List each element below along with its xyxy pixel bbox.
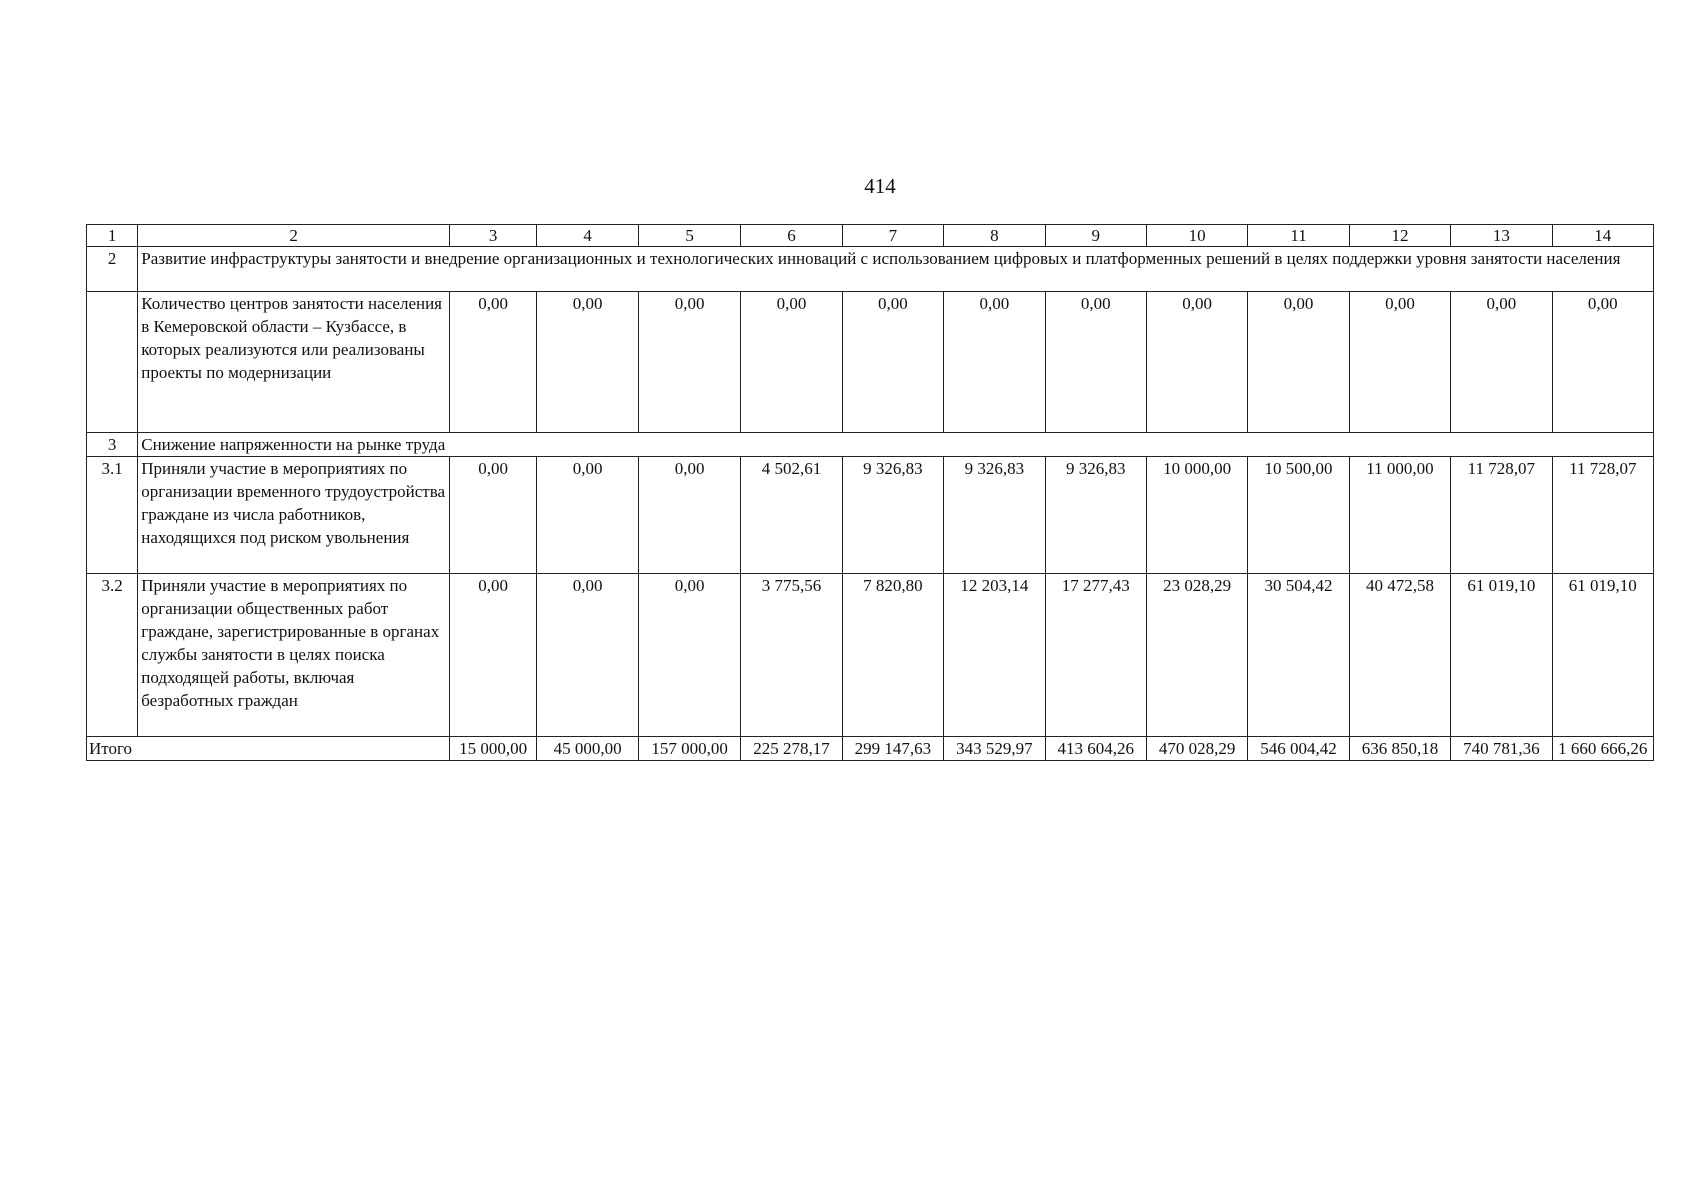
- value-cell: 12 203,14: [944, 574, 1045, 737]
- value-cell: 0,00: [638, 574, 740, 737]
- header-cell: 7: [842, 225, 943, 247]
- value-cell: 0,00: [638, 292, 740, 433]
- total-cell: 225 278,17: [741, 737, 842, 761]
- header-cell: 13: [1451, 225, 1552, 247]
- total-cell: 299 147,63: [842, 737, 943, 761]
- table-row: [87, 457, 1654, 574]
- header-cell: 14: [1552, 225, 1653, 247]
- value-cell: 9 326,83: [1045, 457, 1146, 574]
- value-cell: 17 277,43: [1045, 574, 1146, 737]
- value-cell: 0,00: [537, 574, 638, 737]
- section-number: 3: [87, 433, 138, 457]
- value-cell: 0,00: [944, 292, 1045, 433]
- value-cell: 30 504,42: [1248, 574, 1349, 737]
- value-cell: 61 019,10: [1552, 574, 1653, 737]
- value-cell: 9 326,83: [842, 457, 943, 574]
- value-cell: 0,00: [842, 292, 943, 433]
- value-cell: 3 775,56: [741, 574, 842, 737]
- value-cell: 0,00: [1045, 292, 1146, 433]
- total-cell: 157 000,00: [638, 737, 740, 761]
- total-cell: 15 000,00: [449, 737, 537, 761]
- value-cell: 0,00: [1349, 292, 1450, 433]
- total-cell: 740 781,36: [1451, 737, 1552, 761]
- table-row: [87, 292, 1654, 433]
- total-cell: 413 604,26: [1045, 737, 1146, 761]
- header-row: [87, 225, 1654, 247]
- total-row: [87, 737, 1654, 761]
- header-cell: 4: [537, 225, 638, 247]
- value-cell: 40 472,58: [1349, 574, 1450, 737]
- header-cell: 12: [1349, 225, 1450, 247]
- section-row-2: [87, 247, 1654, 292]
- value-cell: 0,00: [741, 292, 842, 433]
- header-cell: 1: [87, 225, 138, 247]
- header-cell: 3: [449, 225, 537, 247]
- value-cell: 0,00: [537, 292, 638, 433]
- total-cell: 45 000,00: [537, 737, 638, 761]
- header-cell: 9: [1045, 225, 1146, 247]
- value-cell: 11 728,07: [1451, 457, 1552, 574]
- value-cell: 9 326,83: [944, 457, 1045, 574]
- row-number: 3.1: [87, 457, 138, 574]
- section-number: 2: [87, 247, 138, 292]
- total-cell: 470 028,29: [1146, 737, 1247, 761]
- value-cell: 0,00: [449, 574, 537, 737]
- value-cell: 0,00: [449, 292, 537, 433]
- total-cell: 343 529,97: [944, 737, 1045, 761]
- value-cell: 0,00: [1552, 292, 1653, 433]
- value-cell: 0,00: [1248, 292, 1349, 433]
- total-cell: 546 004,42: [1248, 737, 1349, 761]
- section-title: Развитие инфраструктуры занятости и внедрение организационных и технологических инноваций с использованием цифровых и платформенных решений в целях поддержки уровня занятости населения: [138, 247, 1654, 292]
- header-cell: 8: [944, 225, 1045, 247]
- header-cell: 2: [138, 225, 450, 247]
- table-row: [87, 574, 1654, 737]
- indicators-table: [86, 224, 1654, 761]
- header-cell: 6: [741, 225, 842, 247]
- value-cell: 0,00: [1146, 292, 1247, 433]
- row-number: [87, 292, 138, 433]
- value-cell: 11 728,07: [1552, 457, 1653, 574]
- header-cell: 11: [1248, 225, 1349, 247]
- value-cell: 0,00: [537, 457, 638, 574]
- header-cell: 5: [638, 225, 740, 247]
- row-number: 3.2: [87, 574, 138, 737]
- section-row-3: [87, 433, 1654, 457]
- row-label: Приняли участие в мероприятиях по организации временного трудоустройства граждане из числа работников, находящихся под риском увольнения: [138, 457, 450, 574]
- total-cell: 636 850,18: [1349, 737, 1450, 761]
- value-cell: 0,00: [449, 457, 537, 574]
- row-label: Количество центров занятости населения в Кемеровской области – Кузбассе, в которых реализуются или реализованы проекты по модернизации: [138, 292, 450, 433]
- value-cell: 7 820,80: [842, 574, 943, 737]
- total-cell: 1 660 666,26: [1552, 737, 1653, 761]
- row-label: Приняли участие в мероприятиях по организации общественных работ граждане, зарегистрированные в органах службы занятости в целях поиска подходящей работы, включая безработных граждан: [138, 574, 450, 737]
- section-title: Снижение напряженности на рынке труда: [138, 433, 1654, 457]
- value-cell: 61 019,10: [1451, 574, 1552, 737]
- page-number: 414: [864, 174, 896, 198]
- value-cell: 10 000,00: [1146, 457, 1247, 574]
- value-cell: 4 502,61: [741, 457, 842, 574]
- value-cell: 11 000,00: [1349, 457, 1450, 574]
- value-cell: 0,00: [1451, 292, 1552, 433]
- value-cell: 23 028,29: [1146, 574, 1247, 737]
- value-cell: 0,00: [638, 457, 740, 574]
- value-cell: 10 500,00: [1248, 457, 1349, 574]
- total-label: Итого: [87, 737, 450, 761]
- header-cell: 10: [1146, 225, 1247, 247]
